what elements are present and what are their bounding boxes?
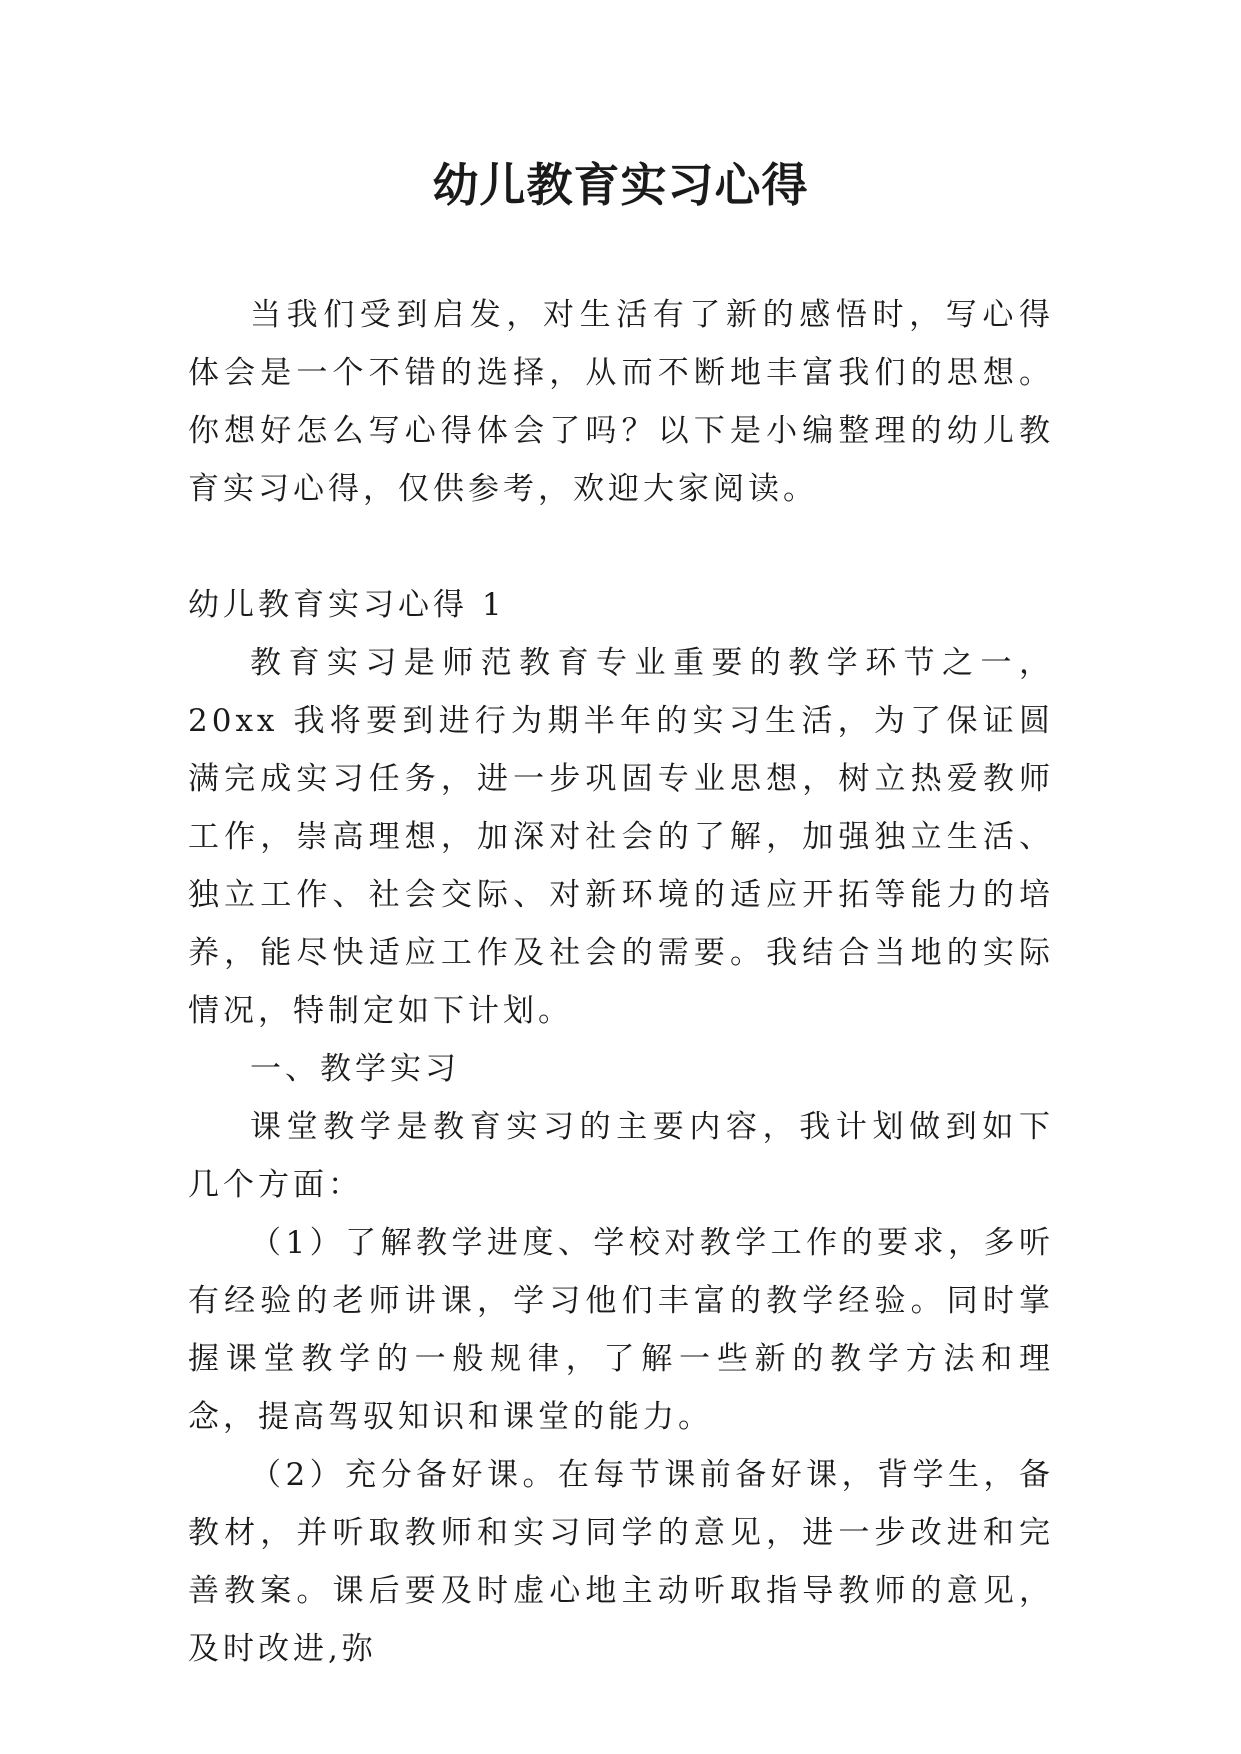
intro-paragraph: 当我们受到启发，对生活有了新的感悟时，写心得体会是一个不错的选择，从而不断地丰富我们的思想。你想好怎么写心得体会了吗？以下是小编整理的幼儿教育实习心得，仅供参考，欢迎大家阅读。 [188,297,1054,507]
subheading-teaching-practice: 一、教学实习 [250,1051,460,1087]
section-heading: 幼儿教育实习心得 1 [188,587,506,623]
paragraph-intro-plan: 教育实习是师范教育专业重要的教学环节之一，20xx 我将要到进行为期半年的实习生活，为了保证圆满完成实习任务，进一步巩固专业思想，树立热爱教师工作，崇高理想，加深对社会的了解，加强独立生活、独立工作、社会交际、对新环境的适应开拓等能力的培养，能尽快适应工作及社会的需要。我结合当地的实际情况，特制定如下计划。 [188,645,1054,1029]
document-title: 幼儿教育实习心得 [432,158,809,212]
paragraph-item-1: （1）了解教学进度、学校对教学工作的要求，多听有经验的老师讲课，学习他们丰富的教学经验。同时掌握课堂教学的一般规律，了解一些新的教学方法和理念，提高驾驭知识和课堂的能力。 [188,1225,1054,1435]
paragraph-classroom-teaching: 课堂教学是教育实习的主要内容，我计划做到如下几个方面： [188,1109,1054,1203]
document-body [188,286,1054,1678]
paragraph-item-2: （2）充分备好课。在每节课前备好课，背学生，备教材，并听取教师和实习同学的意见，进一步改进和完善教案。课后要及时虚心地主动听取指导教师的意见，及时改进,弥 [188,1457,1054,1667]
